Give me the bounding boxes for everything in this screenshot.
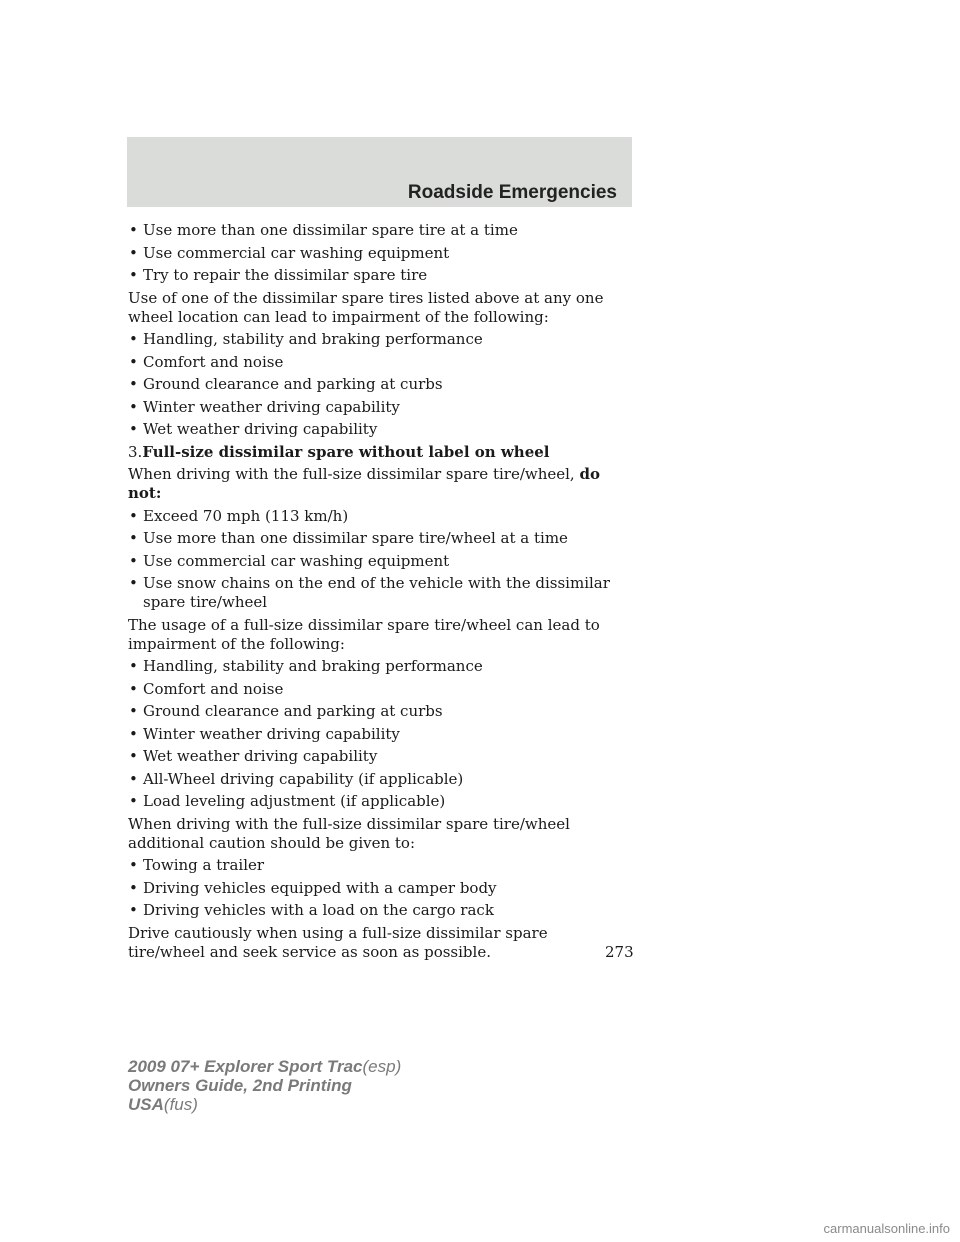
list-item: • Towing a trailer bbox=[129, 856, 265, 874]
list-item: • Handling, stability and braking performance bbox=[129, 657, 483, 675]
footer-line-3: USA(fus) bbox=[128, 1095, 198, 1114]
paragraph: When driving with the full-size dissimilar spare tire/wheel, do not: bbox=[128, 465, 600, 502]
paragraph: When driving with the full-size dissimilar spare tire/wheel additional caution should be given to: bbox=[128, 814, 570, 852]
section-header-band bbox=[127, 137, 632, 207]
footer-line-1: 2009 07+ Explorer Sport Trac(esp) bbox=[128, 1057, 402, 1076]
bullet-dot-icon: • bbox=[129, 397, 138, 416]
bullet-dot-icon: • bbox=[129, 657, 138, 675]
list-item: • Ground clearance and parking at curbs bbox=[129, 702, 443, 720]
list-item: • Use more than one dissimilar spare tire at a time bbox=[129, 221, 518, 239]
item-title: Full-size dissimilar spare without label on wheel bbox=[142, 442, 550, 461]
list-item: • Ground clearance and parking at curbs bbox=[129, 375, 443, 393]
list-item: • Winter weather driving capability bbox=[129, 724, 400, 743]
bullet-dot-icon: • bbox=[129, 856, 138, 874]
bullet-list-d bbox=[128, 657, 628, 811]
paragraph: Use of one of the dissimilar spare tires listed above at any one wheel location can lead to impairment of the following: bbox=[128, 288, 604, 326]
bullet-dot-icon: • bbox=[129, 551, 138, 570]
bullet-dot-icon: • bbox=[129, 221, 138, 239]
list-item: • Winter weather driving capability bbox=[129, 397, 400, 416]
page-content bbox=[128, 221, 628, 965]
page-number: 273 bbox=[605, 943, 634, 961]
list-item: • Use snow chains on the end of the vehicle with the dissimilar spare tire/wheel bbox=[129, 574, 610, 611]
bullet-dot-icon: • bbox=[129, 420, 138, 438]
bullet-dot-icon: • bbox=[129, 901, 138, 919]
list-item: • Wet weather driving capability bbox=[129, 747, 378, 765]
emphasis-text: do not: bbox=[128, 465, 600, 502]
list-item: • Comfort and noise bbox=[129, 352, 284, 371]
list-item: • Use commercial car washing equipment bbox=[129, 243, 450, 262]
bullet-dot-icon: • bbox=[129, 724, 138, 743]
list-item: • Driving vehicles equipped with a camper body bbox=[129, 878, 497, 897]
bullet-list-e bbox=[128, 856, 628, 920]
section-title: Roadside Emergencies bbox=[407, 182, 617, 203]
watermark: carmanualsonline.info bbox=[823, 1221, 950, 1236]
bullet-dot-icon: • bbox=[129, 747, 138, 765]
numbered-heading-3 bbox=[128, 443, 628, 462]
paragraph: The usage of a full-size dissimilar spare tire/wheel can lead to impairment of the following: bbox=[128, 615, 600, 653]
list-item: • Load leveling adjustment (if applicable) bbox=[129, 792, 446, 810]
bullet-dot-icon: • bbox=[129, 352, 138, 371]
bullet-list-c bbox=[128, 507, 628, 613]
list-item: • Try to repair the dissimilar spare tire bbox=[129, 266, 428, 284]
bullet-dot-icon: • bbox=[129, 266, 138, 284]
paragraph: Drive cautiously when using a full-size dissimilar spare tire/wheel and seek service as soon as possible. bbox=[128, 923, 548, 961]
bullet-dot-icon: • bbox=[129, 702, 138, 720]
bullet-dot-icon: • bbox=[129, 878, 138, 897]
bullet-list-a bbox=[128, 221, 628, 285]
document-footer bbox=[128, 1057, 401, 1114]
item-number: 3. bbox=[128, 442, 143, 461]
list-item: • Use more than one dissimilar spare tire/wheel at a time bbox=[129, 529, 568, 547]
bullet-dot-icon: • bbox=[129, 243, 138, 262]
bullet-dot-icon: • bbox=[129, 330, 138, 348]
bullet-dot-icon: • bbox=[129, 574, 138, 592]
bullet-dot-icon: • bbox=[129, 769, 138, 788]
bullet-dot-icon: • bbox=[129, 679, 138, 698]
list-item: • All-Wheel driving capability (if applicable) bbox=[129, 769, 464, 788]
list-item: • Handling, stability and braking performance bbox=[129, 330, 483, 348]
list-item: • Driving vehicles with a load on the cargo rack bbox=[129, 901, 494, 919]
bullet-list-b bbox=[128, 330, 628, 439]
list-item: • Comfort and noise bbox=[129, 679, 284, 698]
list-item: • Exceed 70 mph (113 km/h) bbox=[129, 506, 349, 525]
list-item: • Wet weather driving capability bbox=[129, 420, 378, 438]
bullet-dot-icon: • bbox=[129, 506, 138, 525]
bullet-dot-icon: • bbox=[129, 792, 138, 810]
bullet-dot-icon: • bbox=[129, 529, 138, 547]
footer-line-2: Owners Guide, 2nd Printing bbox=[128, 1076, 352, 1095]
list-item: • Use commercial car washing equipment bbox=[129, 551, 450, 570]
bullet-dot-icon: • bbox=[129, 375, 138, 393]
